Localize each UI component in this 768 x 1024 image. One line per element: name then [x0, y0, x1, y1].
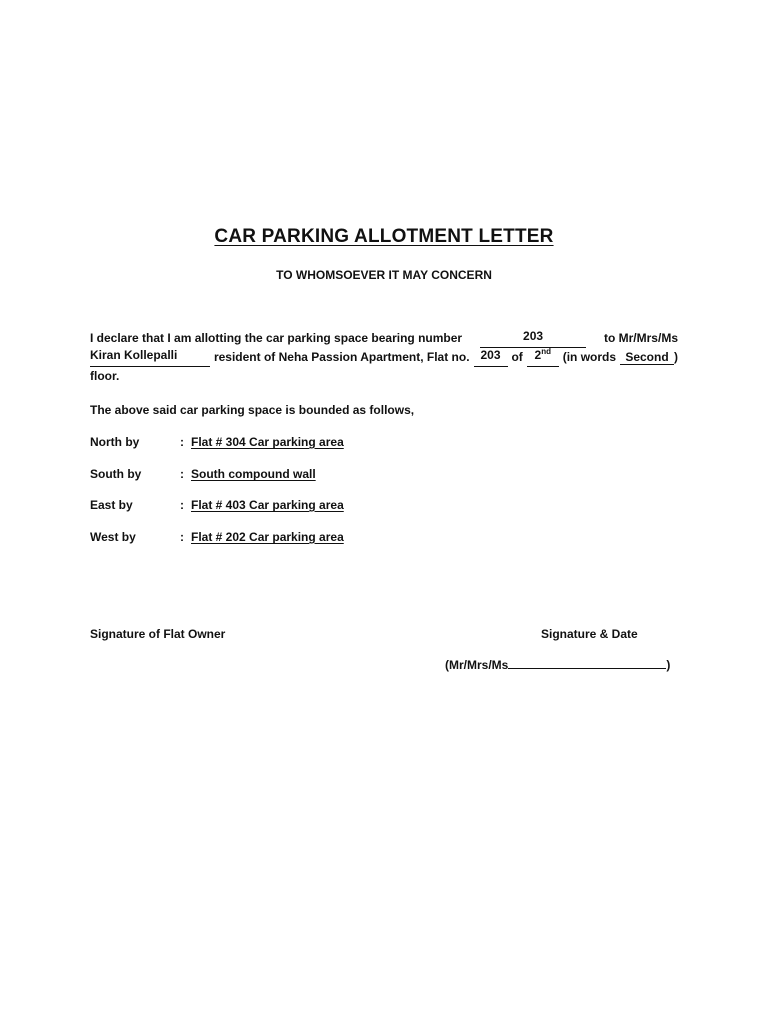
date-signature-label: Signature & Date — [541, 627, 638, 641]
allottee-name-field: Kiran Kollepalli — [90, 348, 210, 367]
declaration-text-3: resident of Neha Passion Apartment, Flat no. — [213, 350, 470, 364]
boundary-value: South compound wall — [191, 467, 316, 481]
flat-number-field: 203 — [474, 348, 508, 367]
declaration-line-3 — [90, 367, 678, 386]
declaration-line-1 — [90, 329, 678, 348]
boundary-row-north: North by : Flat # 304 Car parking area — [90, 435, 344, 449]
declaration-text-1: I declare that I am allotting the car parking space bearing number — [90, 331, 463, 345]
boundary-value: Flat # 304 Car parking area — [191, 435, 344, 449]
boundary-direction: North by — [90, 435, 140, 449]
floor-words-field: Second — [620, 350, 674, 365]
signatory-name-blank — [508, 658, 666, 669]
signatory-name-line: (Mr/Mrs/Ms ) — [445, 658, 671, 672]
boundary-row-south: South by : South compound wall — [90, 467, 316, 481]
boundary-row-east: East by : Flat # 403 Car parking area — [90, 498, 344, 512]
floor-words-group: Second ) — [620, 348, 678, 367]
declaration-text-2: to Mr/Mrs/Ms — [603, 331, 678, 345]
boundary-value: Flat # 403 Car parking area — [191, 498, 344, 512]
boundary-direction: East by — [90, 498, 133, 512]
floor-number-field: 2nd — [527, 348, 559, 367]
declaration-text-of: of — [511, 350, 523, 364]
document-title: CAR PARKING ALLOTMENT LETTER — [214, 226, 554, 247]
boundary-direction: South by — [90, 467, 142, 481]
declaration-paragraph — [90, 329, 678, 386]
document-subtitle: TO WHOMSOEVER IT MAY CONCERN — [276, 268, 492, 282]
declaration-line-2 — [90, 348, 678, 367]
boundary-row-west: West by : Flat # 202 Car parking area — [90, 530, 344, 544]
declaration-text-in-words: (in words — [562, 350, 617, 364]
declaration-text-floor: floor. — [90, 369, 120, 383]
boundaries-intro: The above said car parking space is bounded as follows, — [90, 403, 415, 417]
owner-signature-label: Signature of Flat Owner — [90, 627, 226, 641]
boundary-direction: West by — [90, 530, 136, 544]
boundary-value: Flat # 202 Car parking area — [191, 530, 344, 544]
parking-number-field: 203 — [480, 329, 586, 348]
